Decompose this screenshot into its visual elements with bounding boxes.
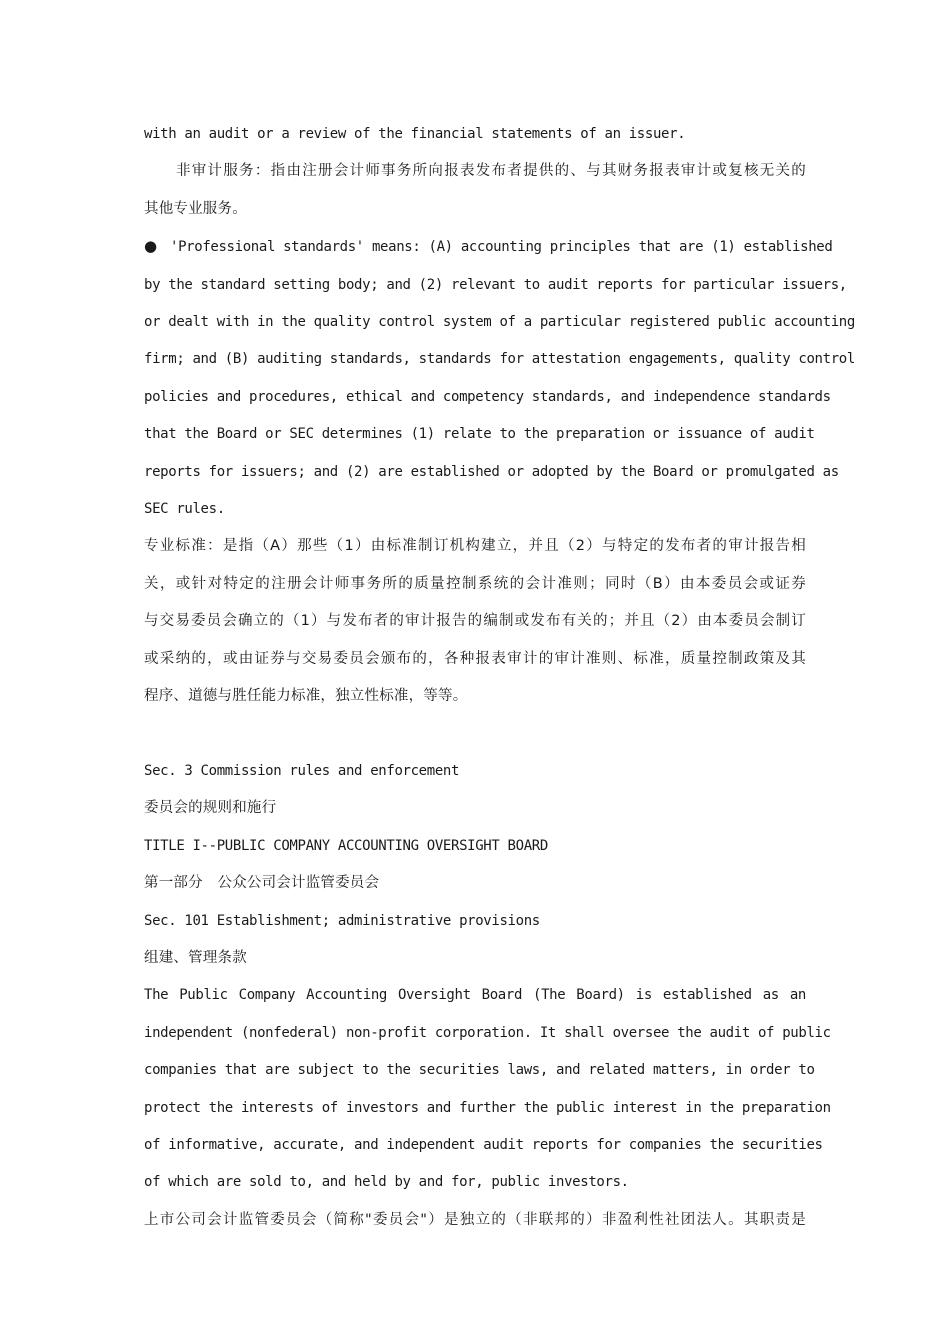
sec101-body-line-1: The Public Company Accounting Oversight Board (The Board) is established as an [144,987,806,1004]
sec3-heading: Sec. 3 Commission rules and enforcement [144,762,460,779]
professional-standards-cn-line-4: 或采纳的，或由证券与交易委员会颁布的，各种报表审计的审计准则、标准，质量控制政策及其 [144,650,806,667]
professional-standards-line-1 [144,228,833,266]
sec3-heading-cn: 委员会的规则和施行 [144,800,277,817]
professional-standards-cn-line-1: 专业标准：是指（A）那些（1）由标准制订机构建立，并且（2）与特定的发布者的审计报告相 [144,538,806,555]
sec101-body-line-4: protect the interests of investors and further the public interest in the preparation [144,1099,831,1116]
professional-standards-line-4: firm; and (B) auditing standards, standards for attestation engagements, quality control [144,351,855,368]
intro-chinese-line-2: 其他专业服务。 [144,200,247,217]
professional-standards-line-7: reports for issuers; and (2) are established or adopted by the Board or promulgated as [144,463,839,480]
intro-english-tail: with an audit or a review of the financial statements of an issuer. [144,126,686,142]
sec101-body-line-5: of informative, accurate, and independent audit reports for companies the securities [144,1136,823,1153]
sec101-heading-cn: 组建、管理条款 [144,949,247,966]
section-spacer [144,716,806,753]
intro-chinese-line-1: 非审计服务：指由注册会计师事务所向报表发布者提供的、与其财务报表审计或复核无关的 [176,163,806,180]
document-page [144,116,855,1239]
sec101-heading: Sec. 101 Establishment; administrative provisions [144,912,540,929]
sec101-cn-line-1: 上市公司会计监管委员会（简称"委员会"）是独立的（非联邦的）非盈利性社团法人。其职责是 [144,1211,806,1228]
professional-standards-line-8: SEC rules. [144,501,225,518]
professional-standards-line-5: policies and procedures, ethical and competency standards, and independence standards [144,388,831,405]
professional-standards-cn-line-3: 与交易委员会确立的（1）与发布者的审计报告的编制或发布有关的；并且（2）由本委员会制订 [144,613,806,630]
professional-standards-cn-line-5: 程序、道德与胜任能力标准，独立性标准，等等。 [144,688,468,705]
professional-standards-line-6: that the Board or SEC determines (1) relate to the preparation or issuance of audit [144,426,815,443]
professional-standards-text-1: 'Professional standards' means: (A) accounting principles that are (1) established [170,239,833,256]
bullet-icon: ● [144,237,157,256]
professional-standards-cn-line-2: 关，或针对特定的注册会计师事务所的质量控制系统的会计准则；同时（B）由本委员会或证券 [144,575,806,592]
professional-standards-line-3: or dealt with in the quality control system of a particular registered public accounting [144,314,855,331]
title1-heading: TITLE I--PUBLIC COMPANY ACCOUNTING OVERSIGHT BOARD [144,837,548,854]
sec101-body-line-2: independent (nonfederal) non-profit corporation. It shall oversee the audit of public [144,1024,831,1041]
professional-standards-line-2: by the standard setting body; and (2) relevant to audit reports for particular issuers, [144,276,847,293]
sec101-body-line-3: companies that are subject to the securities laws, and related matters, in order to [144,1062,815,1079]
sec101-body-line-6: of which are sold to, and held by and for, public investors. [144,1174,629,1191]
title1-heading-cn: 第一部分 公众公司会计监管委员会 [144,875,380,892]
